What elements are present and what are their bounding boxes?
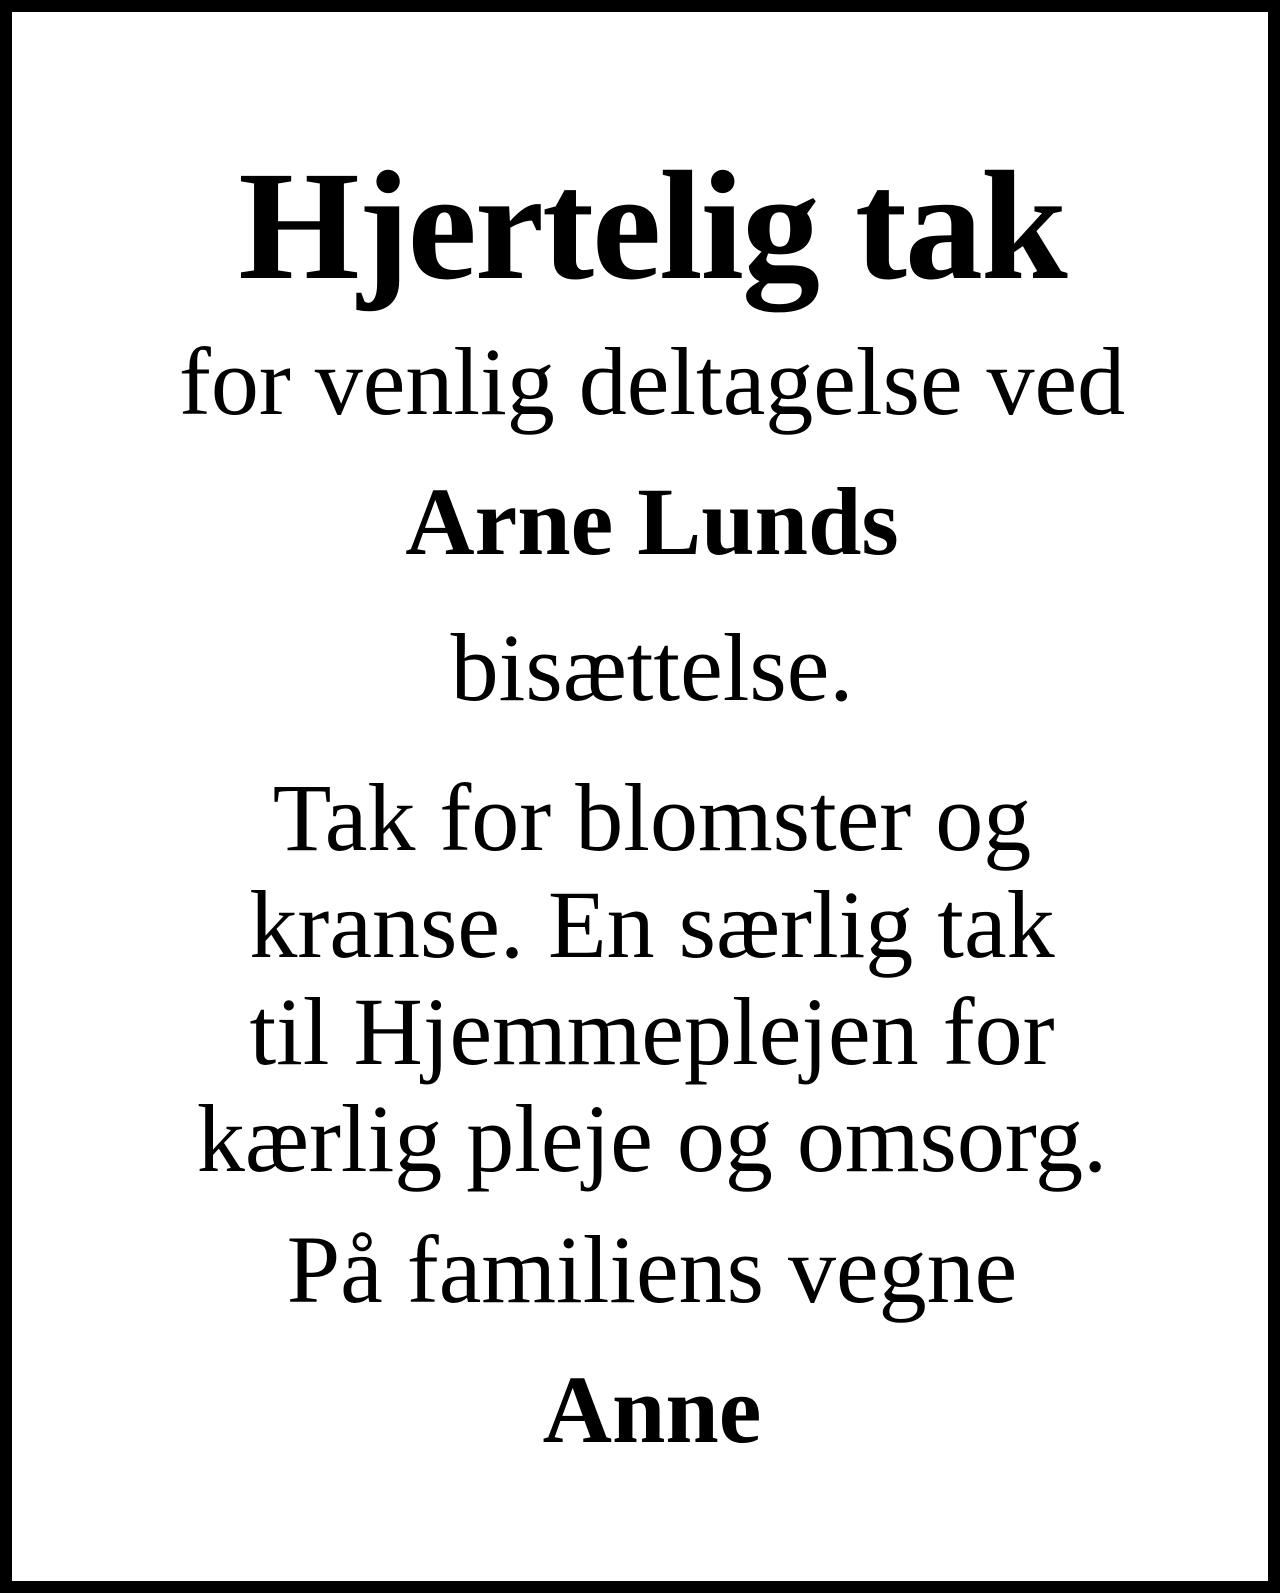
ceremony-text: bisættelse.: [450, 614, 854, 721]
thanks-message-line: kærlig pleje og omsorg.: [196, 1085, 1108, 1192]
family-line: På familiens vegne: [286, 1216, 1018, 1323]
notice-heading: Hjertelig tak: [238, 139, 1066, 312]
thanks-message-line: kranse. En særlig tak: [249, 871, 1055, 978]
signature: Anne: [542, 1356, 762, 1463]
notice-subtitle: for venlig deltagelse ved: [178, 328, 1126, 435]
thanks-message-line: Tak for blomster og: [272, 764, 1032, 871]
thanks-message-line: til Hjemmeplejen for: [249, 978, 1055, 1085]
thanks-message: [12, 764, 1280, 1192]
deceased-name: Arne Lunds: [405, 468, 899, 575]
